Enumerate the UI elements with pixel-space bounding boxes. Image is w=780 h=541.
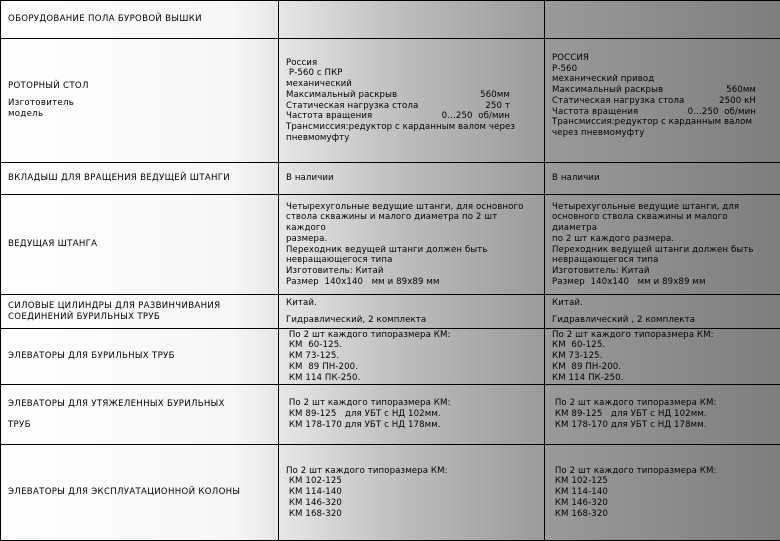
text-line: Изготовитель: Китай — [286, 266, 538, 277]
text-line: модель — [8, 109, 272, 120]
text-line: КМ 102-125 — [286, 476, 538, 487]
text-line: Размер 140х140 мм и 89х89 мм — [552, 277, 774, 288]
text-line: Четырехугольные ведущие штанги, для основного — [286, 202, 538, 213]
text-line: ОБОРУДОВАНИЕ ПОЛА БУРОВОЙ ВЫШКИ — [8, 14, 272, 25]
text-line: КМ 89 ПН-200. — [286, 362, 538, 373]
text-line: КМ 178-170 для УБТ с НД 178мм. — [286, 420, 538, 431]
offer-2-cell — [545, 295, 780, 329]
text-line: ТРУБ — [8, 420, 272, 431]
text-line: По 2 шт каждого типоразмера КМ: — [286, 466, 538, 477]
text-line: невращающегося типа — [286, 255, 538, 266]
text-line: КМ 114 ПК-250. — [552, 373, 774, 384]
text-line: КМ 146-320 — [286, 498, 538, 509]
equipment-name-cell — [1, 295, 279, 329]
text-line: Р-560 — [552, 64, 774, 75]
text-line: КМ 102-125 — [552, 476, 774, 487]
spec-value: 0…250 об/мин — [442, 111, 538, 122]
text-line: КМ 114-140 — [552, 487, 774, 498]
spec-key: Статическая нагрузка стола — [286, 101, 418, 112]
text-line: КМ 60-125. — [286, 340, 538, 351]
table-row — [1, 385, 780, 445]
equipment-name-cell — [1, 385, 279, 445]
text-line: Трансмиссия:редуктор с карданным валом — [552, 117, 774, 128]
text-line: Переходник ведущей штанги должен быть — [286, 245, 538, 256]
table-row — [1, 195, 780, 295]
equipment-name-cell — [1, 329, 279, 385]
table-row — [1, 295, 780, 329]
offer-2-cell — [545, 385, 780, 445]
text-line: ЭЛЕВАТОРЫ ДЛЯ ЭКСПЛУАТАЦИОННОЙ КОЛОНЫ — [8, 487, 272, 498]
equipment-name-cell — [1, 445, 279, 541]
spec-pair — [552, 107, 774, 118]
offer-2-cell — [545, 445, 780, 541]
spec-pair — [552, 96, 774, 107]
text-line: механический — [286, 79, 538, 90]
offer-1-cell — [279, 385, 545, 445]
text-line: ВЕДУЩАЯ ШТАНГА — [8, 239, 272, 250]
text-line: По 2 шт каждого типоразмера КМ: — [552, 330, 774, 341]
text-line: По 2 шт каждого типоразмера КМ: — [286, 330, 538, 341]
spec-pair — [286, 90, 538, 101]
text-line: В наличии — [286, 173, 538, 184]
text-line: ЭЛЕВАТОРЫ ДЛЯ УТЯЖЕЛЕННЫХ БУРИЛЬНЫХ — [8, 399, 272, 410]
offer-2-cell — [545, 329, 780, 385]
text-line: Россия — [286, 58, 538, 69]
offer-1-cell — [279, 329, 545, 385]
text-line: СОЕДИНЕНИЙ БУРИЛЬНЫХ ТРУБ — [8, 312, 272, 323]
spec-value: 250 т — [485, 101, 538, 112]
offer-2-cell — [545, 163, 780, 195]
text-line: КМ 168-320 — [552, 509, 774, 520]
spec-pair — [286, 111, 538, 122]
spec-pair — [286, 101, 538, 112]
spacer — [8, 410, 272, 420]
text-line: размера. — [286, 234, 538, 245]
table-row — [1, 445, 780, 541]
offer-1-cell — [279, 295, 545, 329]
spec-key: Статическая нагрузка стола — [552, 96, 684, 107]
text-line: Китай. — [552, 298, 774, 309]
text-line: Гидравлический , 2 комплекта — [552, 315, 774, 326]
text-line: СИЛОВЫЕ ЦИЛИНДРЫ ДЛЯ РАЗВИНЧИВАНИЯ — [8, 301, 272, 312]
text-line: ствола скважины и малого диаметра по 2 шт каждого — [286, 212, 538, 233]
text-line: По 2 шт каждого типоразмера КМ: — [552, 466, 774, 477]
text-line: КМ 168-320 — [286, 509, 538, 520]
text-line: КМ 73-125. — [552, 351, 774, 362]
text-line: ЭЛЕВАТОРЫ ДЛЯ БУРИЛЬНЫХ ТРУБ — [8, 351, 272, 362]
text-line: Гидравлический, 2 комплекта — [286, 315, 538, 326]
text-line: Изготовитель: Китай — [552, 266, 774, 277]
text-line: КМ 60-125. — [552, 340, 774, 351]
text-line: механический привод — [552, 74, 774, 85]
offer-2-cell — [545, 39, 780, 163]
spec-pair — [552, 85, 774, 96]
text-line: В наличии — [552, 173, 774, 184]
offer-2-cell — [545, 195, 780, 295]
text-line: пневмомуфту — [286, 133, 538, 144]
offer-1-cell — [279, 1, 545, 39]
text-line: по 2 шт каждого размера. — [552, 234, 774, 245]
offer-2-cell — [545, 1, 780, 39]
text-line: КМ 178-170 для УБТ с НД 178мм. — [552, 420, 774, 431]
text-line: КМ 89-125 для УБТ с НД 102мм. — [286, 409, 538, 420]
text-line: КМ 89-125 для УБТ с НД 102мм. — [552, 409, 774, 420]
text-line: Изготовитель — [8, 98, 272, 109]
text-line: через пневмомуфту — [552, 128, 774, 139]
text-line: По 2 шт каждого типоразмера КМ: — [286, 398, 538, 409]
table-row — [1, 163, 780, 195]
text-line: невращающегося типа — [552, 255, 774, 266]
text-line: КМ 114-140 — [286, 487, 538, 498]
text-line: РОССИЯ — [552, 53, 774, 64]
equipment-name-cell — [1, 195, 279, 295]
text-line: Переходник ведущей штанги должен быть — [552, 245, 774, 256]
text-line: КМ 89 ПН-200. — [552, 362, 774, 373]
spec-value: 2500 кН — [719, 96, 774, 107]
text-line: Четырехугольные ведущие штанги, для — [552, 202, 774, 213]
table-row — [1, 329, 780, 385]
equipment-name-cell — [1, 39, 279, 163]
equipment-name-cell — [1, 1, 279, 39]
table-row — [1, 1, 780, 39]
text-line: основного ствола скважины и малого диаметра — [552, 212, 774, 233]
offer-1-cell — [279, 445, 545, 541]
text-line: По 2 шт каждого типоразмера КМ: — [552, 398, 774, 409]
offer-1-cell — [279, 195, 545, 295]
text-line: Трансмиссия:редуктор с карданным валом через — [286, 122, 538, 133]
spec-key: Максимальный раскрыв — [286, 90, 397, 101]
spec-value: 560мм — [480, 90, 538, 101]
equipment-name-cell — [1, 163, 279, 195]
text-line: КМ 146-320 — [552, 498, 774, 509]
offer-1-cell — [279, 163, 545, 195]
text-line: Р-560 с ПКР — [286, 68, 538, 79]
spec-value: 0…250 об/мин — [688, 107, 774, 118]
text-line: Китай. — [286, 298, 538, 309]
spec-key: Частота вращения — [286, 111, 372, 122]
offer-1-cell — [279, 39, 545, 163]
spec-key: Частота вращения — [552, 107, 638, 118]
text-line: ВКЛАДЫШ ДЛЯ ВРАЩЕНИЯ ВЕДУЩЕЙ ШТАНГИ — [8, 173, 272, 184]
text-line: РОТОРНЫЙ СТОЛ — [8, 81, 272, 92]
spec-key: Максимальный раскрыв — [552, 85, 663, 96]
spec-value: 560мм — [726, 85, 774, 96]
text-line: Размер 140х140 мм и 89х89 мм — [286, 277, 538, 288]
text-line: КМ 114 ПК-250. — [286, 373, 538, 384]
text-line: КМ 73-125. — [286, 351, 538, 362]
table-row — [1, 39, 780, 163]
